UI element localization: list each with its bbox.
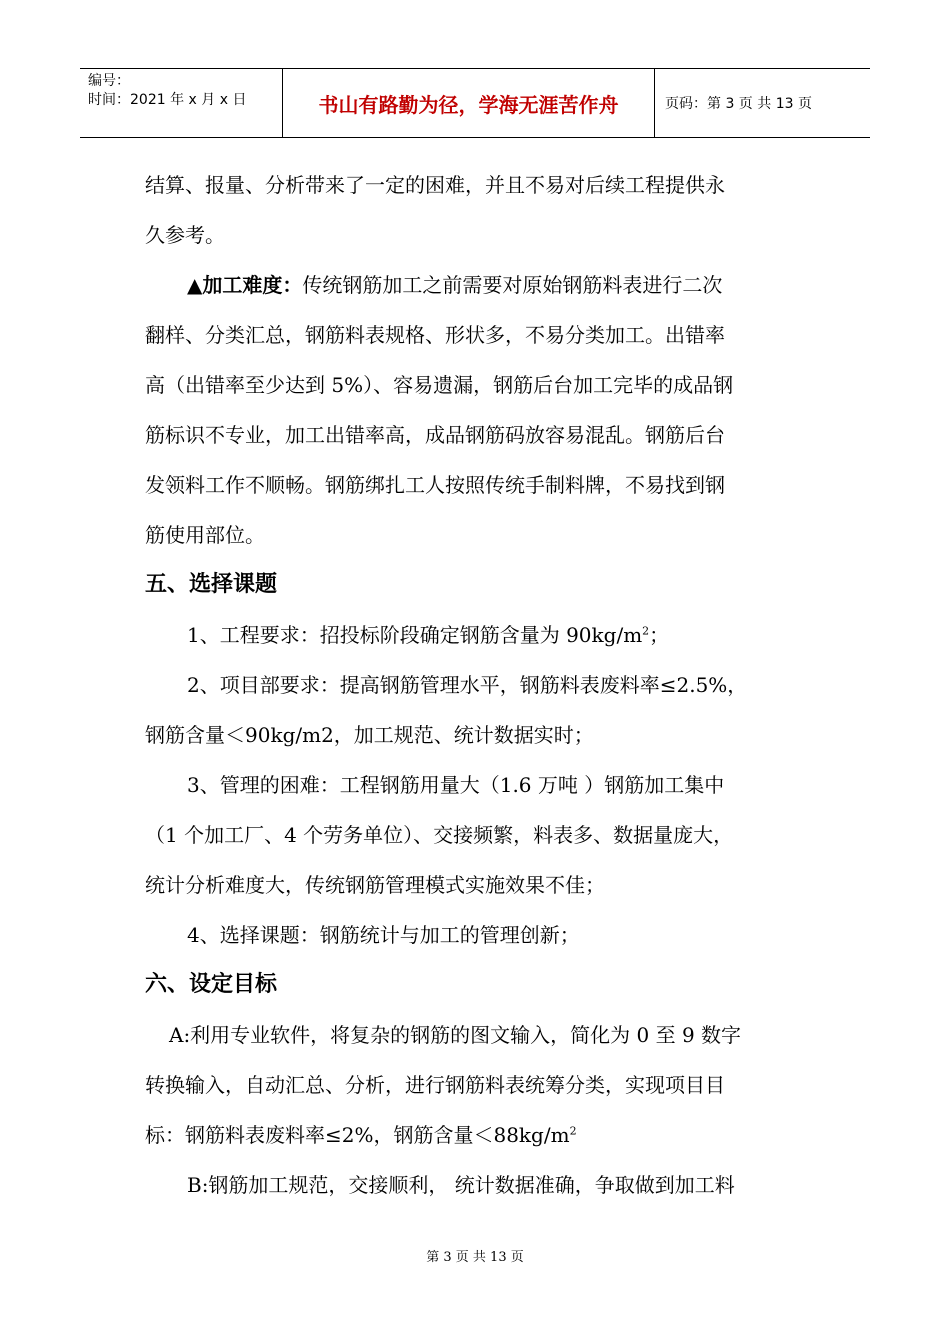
list-item-end: ；: [649, 623, 670, 647]
document-body: [145, 160, 810, 1210]
paragraph-processing-difficulty: [145, 260, 810, 310]
header-meta: [80, 69, 283, 137]
paragraph-line: 筋标识不专业，加工出错率高，成品钢筋码放容易混乱。钢筋后台: [145, 423, 725, 447]
number-label: 编号：: [88, 73, 130, 89]
paragraph-line: 钢筋含量＜90kg/m2，加工规范、统计数据实时；: [145, 723, 594, 747]
header-motto: 书山有路勤为径，学海无涯苦作舟: [283, 69, 655, 137]
list-item: 3、管理的困难：工程钢筋用量大（1.6 万吨 ）钢筋加工集中: [187, 773, 725, 797]
paragraph-line: （1 个加工厂、4 个劳务单位）、交接频繁，料表多、数据量庞大，: [145, 823, 734, 847]
goal-text: 标：钢筋料表废料率≤2%，钢筋含量＜88kg/m: [145, 1123, 570, 1147]
paragraph-line: 转换输入，自动汇总、分析，进行钢筋料表统筹分类，实现项目目: [145, 1073, 725, 1097]
list-item: 4、选择课题：钢筋统计与加工的管理创新；: [187, 923, 580, 947]
paragraph-line: 结算、报量、分析带来了一定的困难，并且不易对后续工程提供永: [145, 173, 725, 197]
processing-difficulty-label: ▲加工难度：: [187, 273, 303, 297]
header-page-info: 页码：第 3 页 共 13 页: [665, 96, 812, 112]
superscript: 2: [642, 624, 650, 638]
paragraph-line: 筋使用部位。: [145, 523, 265, 547]
section-heading-5: 五、选择课题: [145, 572, 278, 597]
paragraph-line: 高（出错率至少达到 5%）、容易遗漏，钢筋后台加工完毕的成品钢: [145, 373, 734, 397]
section-heading-6: 六、设定目标: [145, 972, 278, 997]
paragraph-line: 久参考。: [145, 223, 225, 247]
superscript: 2: [569, 1124, 577, 1138]
page-footer: 第 3 页 共 13 页: [426, 1250, 524, 1265]
list-item: [145, 610, 810, 660]
paragraph-line: 发领料工作不顺畅。钢筋绑扎工人按照传统手制料牌，不易找到钢: [145, 473, 725, 497]
paragraph-line: [145, 1110, 810, 1160]
time-label: 时间：2021 年 x 月 x 日: [88, 92, 247, 108]
goal-item: A:利用专业软件，将复杂的钢筋的图文输入，简化为 0 至 9 数字: [169, 1023, 742, 1047]
paragraph-line: 统计分析难度大，传统钢筋管理模式实施效果不佳；: [145, 873, 605, 897]
list-item-text: 1、工程要求：招投标阶段确定钢筋含量为 90kg/m: [187, 623, 643, 647]
list-item: 2、项目部要求：提高钢筋管理水平，钢筋料表废料率≤2.5%，: [187, 673, 748, 697]
goal-item: B:钢筋加工规范，交接顺利， 统计数据准确，争取做到加工料: [187, 1173, 735, 1197]
document-header: [80, 68, 870, 138]
paragraph-text: 传统钢筋加工之前需要对原始钢筋料表进行二次: [302, 273, 723, 297]
paragraph-line: 翻样、分类汇总，钢筋料表规格、形状多，不易分类加工。出错率: [145, 323, 725, 347]
